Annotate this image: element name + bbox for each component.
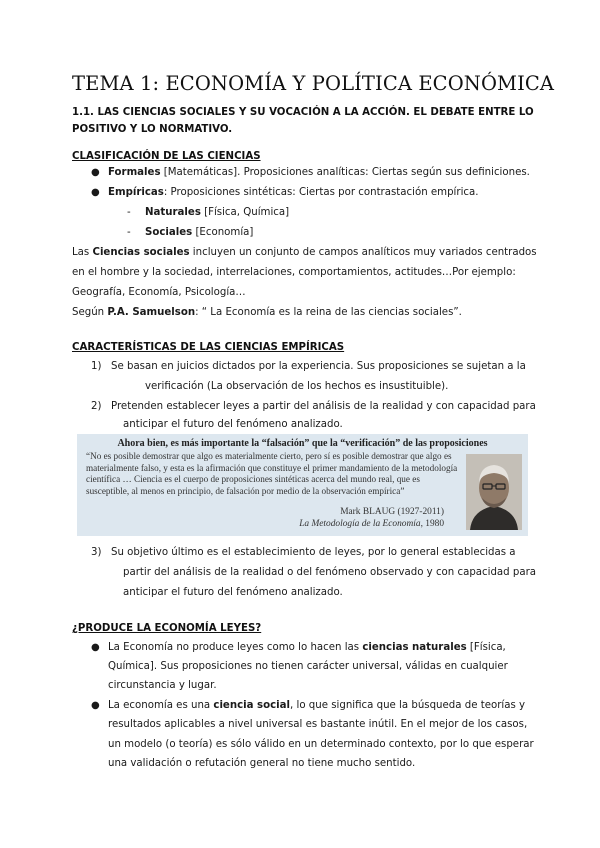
text-run: , lo que significa que la búsqueda de teorías y <box>290 700 526 711</box>
list-number: 3) <box>91 547 102 558</box>
list-item-line: resultados aplicables a nivel universal es bastante inútil. En el mejor de los casos, <box>108 719 528 730</box>
book-title: La Metodología de la Economía <box>299 519 421 529</box>
term-formales: Formales <box>108 167 161 178</box>
page-title: TEMA 1: ECONOMÍA Y POLÍTICA ECONÓMICA <box>72 72 555 95</box>
list-item-line: anticipar el futuro del fenómeno analizado. <box>123 587 343 598</box>
list-item-line <box>108 700 525 711</box>
list-item-line: una validación o refutación general no tiene mucho sentido. <box>108 758 416 769</box>
bullet-icon: ● <box>91 700 100 711</box>
list-item-line: partir del análisis de la realidad o del fenómeno observado y con capacidad para <box>123 567 537 578</box>
list-item-line: verificación (La observación de los hechos es insustituible). <box>145 381 449 392</box>
list-item-line: Pretenden establecer leyes a partir del análisis de la realidad y con capacidad para <box>111 401 536 412</box>
subtitle-line-1: 1.1. LAS CIENCIAS SOCIALES Y SU VOCACIÓN A LA ACCIÓN. EL DEBATE ENTRE LO <box>72 107 534 118</box>
quote-attribution <box>299 506 444 530</box>
text-run: Según <box>72 307 108 318</box>
term-ciencias-sociales: Ciencias sociales <box>92 247 190 258</box>
text-run: La economía es una <box>108 700 214 711</box>
paragraph-line: Geografía, Economía, Psicología… <box>72 287 246 298</box>
text-run: : “ La Economía es la reina de las ciencias sociales”. <box>195 307 462 318</box>
list-item-line: un modelo (o teoría) es sólo válido en un determinado contexto, por lo que esperar <box>108 739 534 750</box>
dash-icon: - <box>127 207 131 218</box>
term-ciencia-social: ciencia social <box>213 700 291 711</box>
list-item-line: anticipar el futuro del fenómeno analizado. <box>123 419 343 430</box>
section-subtitle <box>72 104 542 138</box>
list-item-sociales <box>145 227 253 238</box>
quote-source <box>299 518 444 530</box>
list-item-formales <box>108 167 530 178</box>
text-run: Las <box>72 247 93 258</box>
formales-desc: [Matemáticas]. Proposiciones analíticas: Ciertas según sus definiciones. <box>160 167 530 178</box>
quote-heading: Ahora bien, es más importante la “falsación” que la “verificación” de las proposiciones <box>117 438 488 449</box>
author-name: P.A. Samuelson <box>107 307 196 318</box>
list-item-naturales <box>145 207 289 218</box>
text-run: La Economía no produce leyes como lo hacen las <box>108 642 363 653</box>
list-item-line: Su objetivo último es el establecimiento de leyes, por lo general establecidas a <box>111 547 516 558</box>
list-number: 1) <box>91 361 102 372</box>
bullet-icon: ● <box>91 167 100 178</box>
empiricas-desc: : Proposiciones sintéticas: Ciertas por contrastación empírica. <box>163 187 479 198</box>
term-empiricas: Empíricas <box>108 187 164 198</box>
text-run: incluyen un conjunto de campos analíticos muy variados centrados <box>189 247 537 258</box>
paragraph-line: en el hombre y la sociedad, interrelaciones, comportamientos, actitudes…Por ejemplo: <box>72 267 516 278</box>
list-item-line: Química]. Sus proposiciones no tienen carácter universal, válidas en cualquier <box>108 661 508 672</box>
bullet-icon: ● <box>91 642 100 653</box>
section-heading-clasificacion: CLASIFICACIÓN DE LAS CIENCIAS <box>72 151 261 162</box>
term-naturales: Naturales <box>145 207 201 218</box>
list-item-line <box>108 642 506 653</box>
portrait-image <box>466 454 522 530</box>
quote-text: “No es posible demostrar que algo es materialmente cierto, pero sí es posible demostrar que algo es materialmente falso, y esta es la afirmación que constituye el primer mandamiento de la metodología científica … Ciencia es el cuerpo de proposiciones sintéticas acerca del mundo real, que es susceptible, al menos en principio, de falsación por medio de la observación empírica” <box>86 451 458 496</box>
paragraph-line <box>72 247 537 258</box>
term-ciencias-naturales: ciencias naturales <box>362 642 467 653</box>
author-portrait <box>466 454 522 530</box>
term-sociales: Sociales <box>145 227 193 238</box>
subtitle-line-2: POSITIVO Y LO NORMATIVO. <box>72 124 233 135</box>
quote-author: Mark BLAUG (1927-2011) <box>340 507 444 517</box>
samuelson-quote <box>72 307 462 318</box>
text-run: [Física, <box>466 642 506 653</box>
list-item-line: circunstancia y lugar. <box>108 680 217 691</box>
naturales-desc: [Física, Química] <box>200 207 290 218</box>
section-heading-caracteristicas: CARACTERÍSTICAS DE LAS CIENCIAS EMPÍRICAS <box>72 342 345 353</box>
bullet-icon: ● <box>91 187 100 198</box>
list-number: 2) <box>91 401 102 412</box>
quote-box <box>77 434 528 536</box>
list-item-line: Se basan en juicios dictados por la experiencia. Sus proposiciones se sujetan a la <box>111 361 526 372</box>
section-heading-produce-leyes: ¿PRODUCE LA ECONOMÍA LEYES? <box>72 623 262 634</box>
dash-icon: - <box>127 227 131 238</box>
list-item-empiricas <box>108 187 479 198</box>
sociales-desc: [Economía] <box>192 227 254 238</box>
book-year: , 1980 <box>420 519 444 529</box>
